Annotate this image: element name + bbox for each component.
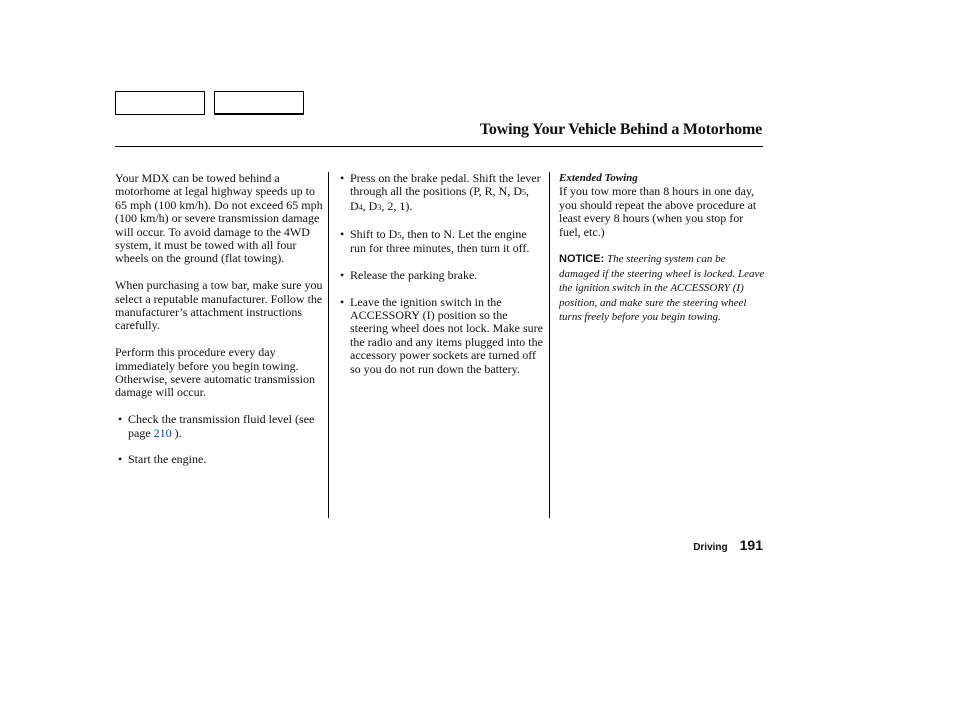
list-item-text: Press on the brake pedal. Shift the lever through all the positions (P, R, N, D5, D4, D3, 2, 1).	[350, 171, 541, 213]
list-item-text: Check the transmission fluid level (see page 210 ).	[128, 412, 315, 440]
notice-text: The steering system can be damaged if the steering wheel is locked. Leave the ignition switch in the ACCESSORY (I) position, and make sure the steering wheel turns freely before you begin towing.	[559, 253, 765, 324]
list-item-text: Release the parking brake.	[350, 267, 478, 282]
notice-label: NOTICE:	[559, 253, 605, 266]
list-item	[115, 453, 325, 466]
column-divider-1	[328, 172, 329, 518]
bullet-mark: •	[340, 294, 345, 309]
list-item-text: Leave the ignition switch in the ACCESSORY (I) position so the steering wheel does not lock. Make sure the radio and any items plugged into the accessory power sockets are turned off so you do not run down the battery.	[350, 294, 543, 376]
list-item	[340, 172, 545, 214]
extended-towing-paragraph: If you tow more than 8 hours in one day, you should repeat the above procedure at least every 8 hours (when you stop for fuel, etc.)	[559, 184, 757, 239]
list-item	[340, 269, 545, 282]
bullet-mark: •	[340, 226, 345, 241]
bullet-mark: •	[118, 452, 123, 467]
title-rule	[115, 146, 763, 147]
column-2	[340, 172, 545, 389]
page-title: Towing Your Vehicle Behind a Motorhome	[479, 121, 762, 138]
bullet-mark: •	[340, 267, 345, 282]
page-footer	[693, 537, 763, 555]
page-number: 191	[739, 537, 763, 553]
section-subheading: Extended Towing	[559, 172, 638, 184]
column-divider-2	[549, 172, 550, 518]
intro-paragraph: Your MDX can be towed behind a motorhome at legal highway speeds up to 65 mph (100 km/h). Do not exceed 65 mph (100 km/h) or severe transmission damage will occur. To avoid damage to the 4WD system, it must be towed with all four wheels on the ground (flat towing).	[115, 171, 323, 266]
column-3	[559, 172, 765, 338]
list-item	[115, 413, 325, 440]
nav-button-2[interactable]	[214, 91, 304, 115]
procedure-paragraph: Perform this procedure every day immediately before you begin towing. Otherwise, severe automatic transmission damage will occur.	[115, 345, 315, 400]
nav-button-1[interactable]	[115, 91, 205, 115]
list-item-text: Start the engine.	[128, 452, 207, 467]
tow-bar-paragraph: When purchasing a tow bar, make sure you select a reputable manufacturer. Follow the manufacturer’s attachment instructions carefully.	[115, 278, 323, 333]
section-name: Driving	[693, 542, 728, 553]
list-item	[340, 228, 545, 256]
notice-paragraph	[559, 252, 765, 324]
bullet-mark: •	[340, 171, 345, 185]
list-item-text: Shift to D5, then to N. Let the engine run for three minutes, then turn it off.	[350, 226, 530, 256]
bullet-mark: •	[118, 412, 123, 427]
column-1	[115, 172, 325, 480]
page-link[interactable]: 210	[153, 425, 172, 440]
list-item	[340, 296, 545, 376]
